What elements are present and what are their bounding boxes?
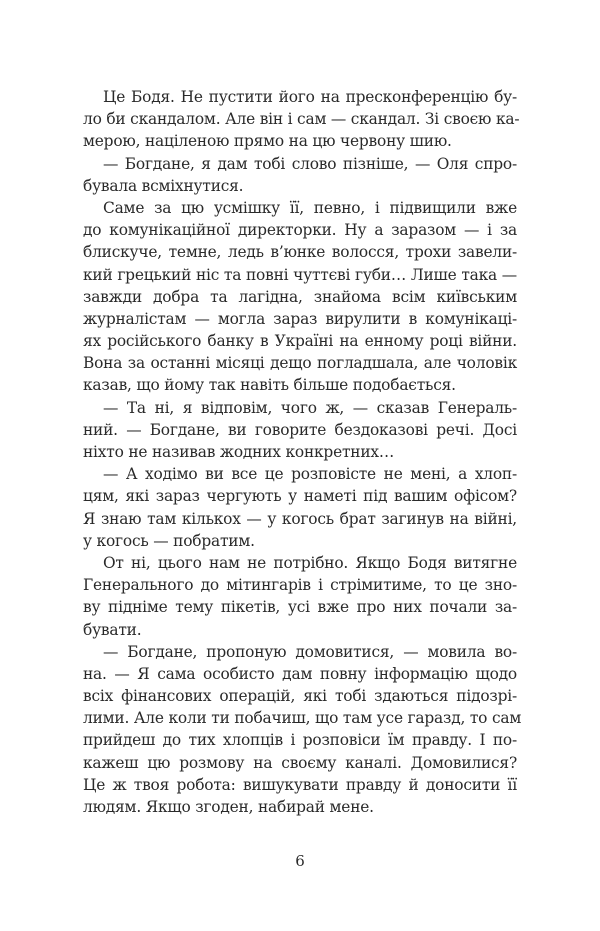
text-line: ях російського банку в Україні на енному році війни. <box>83 332 517 351</box>
text-line: Я знаю там кількох — у когось брат загинув на війні, <box>83 509 517 528</box>
text-line: ву підніме тему пікетів, усі вже про них почали за- <box>83 598 517 617</box>
text-line: цям, які зараз чергують у наметі під вашим офісом? <box>83 487 517 506</box>
text-line: От ні, цього нам не потрібно. Якщо Бодя витягне <box>103 553 517 572</box>
text-line: Це ж твоя робота: вишукувати правду й доносити її <box>83 775 517 794</box>
text-line: у когось — побратим. <box>83 531 255 550</box>
text-line: — Богдане, пропоную домовитися, — мовила во- <box>103 642 517 661</box>
text-line: мерою, націленою прямо на цю червону шию. <box>83 132 452 151</box>
text-line: бувала всміхнутися. <box>83 176 244 195</box>
text-line: Генерального до мітингарів і стрімитиме, то це зно- <box>83 576 517 595</box>
text-line: Вона за останні місяці дещо погладшала, але чоловік <box>83 354 517 373</box>
text-line: до комунікаційної директорки. Ну а заразом — і за <box>83 221 517 240</box>
text-line: кий грецький ніс та повні чуттєві губи… Лише така — <box>83 265 517 284</box>
text-line: завжди добра та лагідна, знайома всім київським <box>83 287 517 306</box>
text-line: бувати. <box>83 620 142 639</box>
text-line: людям. Якщо згоден, набирай мене. <box>83 798 374 816</box>
text-line: блискуче, темне, ледь в’юнке волосся, трохи завели- <box>83 243 517 262</box>
text-line: — А ходімо ви все це розповісте не мені, а хлоп- <box>103 465 517 484</box>
text-line: казав, що йому так навіть більше подобається. <box>83 376 456 395</box>
text-line: ний. — Богдане, ви говорите бездоказові речі. Досі <box>83 420 517 439</box>
text-line: — Та ні, я відповім, чого ж, — сказав Генераль- <box>103 398 517 417</box>
text-line: ніхто не називав жодних конкретних… <box>83 443 395 461</box>
text-line: прийдеш до тих хлопців і розповіси їм правду. І по- <box>83 731 517 750</box>
text-line: кажеш цю розмову на своєму каналі. Домовилися? <box>83 753 517 772</box>
page-number: 6 <box>295 852 305 870</box>
body-text <box>83 86 522 818</box>
text-line: лими. Але коли ти побачиш, що там усе гаразд, то сам <box>83 709 522 728</box>
text-line: Це Бодя. Не пустити його на пресконференцію бу- <box>103 88 517 106</box>
text-line: журналістам — могла зараз вирулити в комунікаці- <box>83 309 517 328</box>
text-line: — Богдане, я дам тобі слово пізніше, — Оля спро- <box>103 154 517 173</box>
text-line: ло би скандалом. Але він і сам — скандал. Зі своєю ка- <box>83 110 520 129</box>
text-line: Саме за цю усмішку її, певно, і підвищили вже <box>103 198 517 217</box>
text-line: на. — Я сама особисто дам повну інформацію щодо <box>83 664 517 683</box>
text-line: всіх фінансових операцій, які тобі здаються підозрі- <box>83 687 517 706</box>
